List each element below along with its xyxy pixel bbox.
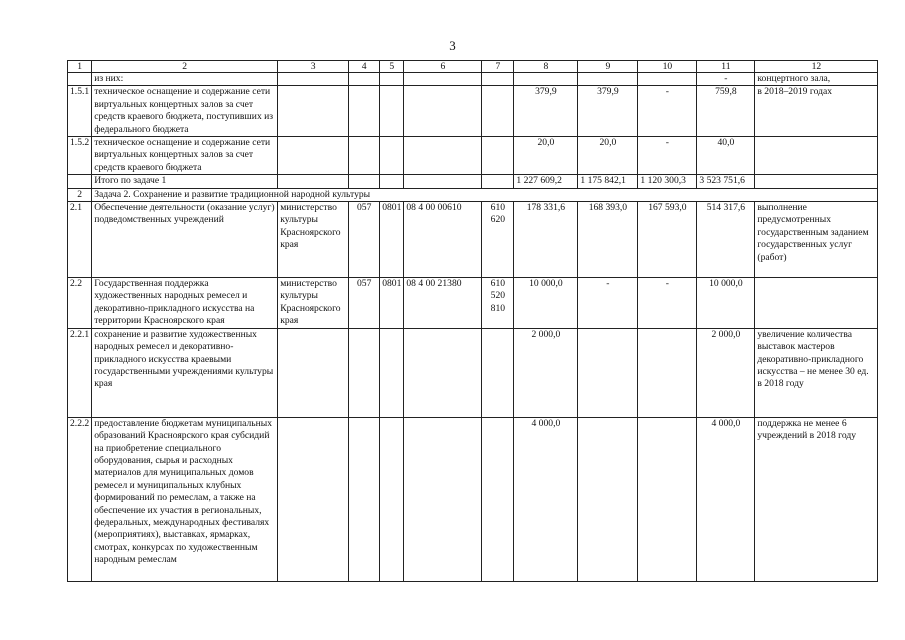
page-number: 3 (449, 38, 456, 53)
row-vr: 610 520 810 (482, 278, 514, 329)
row-year-2020: - (638, 278, 697, 329)
row-year-2018: 178 331,6 (514, 202, 578, 278)
row-description: из них: (92, 73, 278, 86)
section-title: Задача 2. Сохранение и развитие традиционной народной культуры (92, 188, 878, 201)
row-total: 2 000,0 (697, 328, 755, 417)
row-year-2019: - (578, 278, 638, 329)
section-row (68, 188, 878, 201)
row-number: 2.2 (68, 278, 92, 329)
table-row (68, 328, 878, 417)
row-year-2019: 168 393,0 (578, 202, 638, 278)
row-year-2020 (638, 73, 697, 86)
col-header: 3 (278, 61, 349, 73)
col-header: 11 (697, 61, 755, 73)
row-number: 1.5.2 (68, 137, 92, 175)
row-year-2019: 1 175 842,1 (578, 175, 638, 188)
row-year-2019: 20,0 (578, 137, 638, 175)
col-header: 2 (92, 61, 278, 73)
row-result: в 2018–2019 годах (755, 86, 878, 137)
program-table (67, 60, 878, 582)
row-result (755, 175, 878, 188)
row-csr: 08 4 00 00610 (404, 202, 482, 278)
row-section (380, 73, 404, 86)
row-vr (482, 73, 514, 86)
row-organization (278, 86, 349, 137)
row-year-2020 (638, 417, 697, 581)
row-csr (404, 175, 482, 188)
row-year-2020: 167 593,0 (638, 202, 697, 278)
row-year-2020: - (638, 86, 697, 137)
row-number: 1.5.1 (68, 86, 92, 137)
row-vr (482, 137, 514, 175)
col-header: 7 (482, 61, 514, 73)
row-description: предоставление бюджетам муниципальных образований Красноярского края субсидий на приобретение специального оборудования, сырья и расходных материалов для муниципальных домов ремесел и муниципальных клубных формирований по ремеслам, а также на обеспечение их участия в региональных, федеральных, международных фестивалях (мероприятиях), выставках, ярмарках, смотрах, конкурсах по художественным народным ремеслам (92, 417, 278, 581)
row-grbs (349, 73, 380, 86)
table-row (68, 137, 878, 175)
row-organization: министерство культуры Красноярского края (278, 202, 349, 278)
table-row (68, 73, 878, 86)
col-header: 10 (638, 61, 697, 73)
row-vr (482, 417, 514, 581)
row-vr (482, 328, 514, 417)
row-organization (278, 73, 349, 86)
row-year-2018: 20,0 (514, 137, 578, 175)
row-year-2018: 2 000,0 (514, 328, 578, 417)
row-year-2020 (638, 328, 697, 417)
table-row (68, 202, 878, 278)
row-year-2018: 10 000,0 (514, 278, 578, 329)
row-result: поддержка не менее 6 учреждений в 2018 году (755, 417, 878, 581)
row-year-2019 (578, 73, 638, 86)
col-header: 5 (380, 61, 404, 73)
row-total: 40,0 (697, 137, 755, 175)
col-header: 1 (68, 61, 92, 73)
table-row (68, 278, 878, 329)
row-number: 2.2.2 (68, 417, 92, 581)
row-section (380, 417, 404, 581)
section-number: 2 (68, 188, 92, 201)
row-vr: 610 620 (482, 202, 514, 278)
row-total: - (697, 73, 755, 86)
row-result: концертного зала, (755, 73, 878, 86)
table-row (68, 86, 878, 137)
row-section: 0801 (380, 202, 404, 278)
row-csr: 08 4 00 21380 (404, 278, 482, 329)
row-organization: министерство культуры Красноярского края (278, 278, 349, 329)
row-section (380, 86, 404, 137)
row-section (380, 137, 404, 175)
table-row-total (68, 175, 878, 188)
row-description: Итого по задаче 1 (92, 175, 278, 188)
row-organization (278, 137, 349, 175)
row-total: 10 000,0 (697, 278, 755, 329)
row-grbs (349, 137, 380, 175)
row-year-2018: 1 227 609,2 (514, 175, 578, 188)
row-grbs (349, 328, 380, 417)
row-number (68, 73, 92, 86)
row-organization (278, 417, 349, 581)
row-csr (404, 73, 482, 86)
table-row (68, 417, 878, 581)
row-year-2018 (514, 73, 578, 86)
row-csr (404, 328, 482, 417)
row-vr (482, 175, 514, 188)
column-number-row (68, 61, 878, 73)
row-total: 4 000,0 (697, 417, 755, 581)
col-header: 12 (755, 61, 878, 73)
row-description: техническое оснащение и содержание сети виртуальных концертных залов за счет средств краевого бюджета (92, 137, 278, 175)
row-year-2019 (578, 417, 638, 581)
row-year-2019 (578, 328, 638, 417)
row-grbs (349, 86, 380, 137)
row-section (380, 328, 404, 417)
row-description: Обеспечение деятельности (оказание услуг) подведомственных учреждений (92, 202, 278, 278)
row-year-2019: 379,9 (578, 86, 638, 137)
row-year-2020: - (638, 137, 697, 175)
row-number: 2.2.1 (68, 328, 92, 417)
row-number: 2.1 (68, 202, 92, 278)
row-grbs: 057 (349, 202, 380, 278)
row-csr (404, 86, 482, 137)
col-header: 9 (578, 61, 638, 73)
row-vr (482, 86, 514, 137)
row-result: выполнение предусмотренных государственным заданием государственных услуг (работ) (755, 202, 878, 278)
col-header: 4 (349, 61, 380, 73)
row-csr (404, 137, 482, 175)
row-number (68, 175, 92, 188)
row-result: увеличение количества выставок мастеров декоративно-прикладного искусства – не менее 30 ед. в 2018 году (755, 328, 878, 417)
row-total: 759,8 (697, 86, 755, 137)
row-description: сохранение и развитие художественных народных ремесел и декоративно-прикладного искусства краевыми государственными учреждениями культуры края (92, 328, 278, 417)
row-year-2018: 4 000,0 (514, 417, 578, 581)
row-year-2020: 1 120 300,3 (638, 175, 697, 188)
row-result (755, 137, 878, 175)
row-grbs: 057 (349, 278, 380, 329)
row-section: 0801 (380, 278, 404, 329)
row-section (380, 175, 404, 188)
row-year-2018: 379,9 (514, 86, 578, 137)
row-grbs (349, 417, 380, 581)
col-header: 6 (404, 61, 482, 73)
row-description: Государственная поддержка художественных народных ремесел и декоративно-прикладного искусства на территории Красноярского края (92, 278, 278, 329)
row-result (755, 278, 878, 329)
col-header: 8 (514, 61, 578, 73)
row-grbs (349, 175, 380, 188)
row-description: техническое оснащение и содержание сети виртуальных концертных залов за счет средств краевого бюджета, поступивших из федерального бюджета (92, 86, 278, 137)
row-organization (278, 175, 349, 188)
row-csr (404, 417, 482, 581)
row-total: 514 317,6 (697, 202, 755, 278)
row-total: 3 523 751,6 (697, 175, 755, 188)
row-organization (278, 328, 349, 417)
